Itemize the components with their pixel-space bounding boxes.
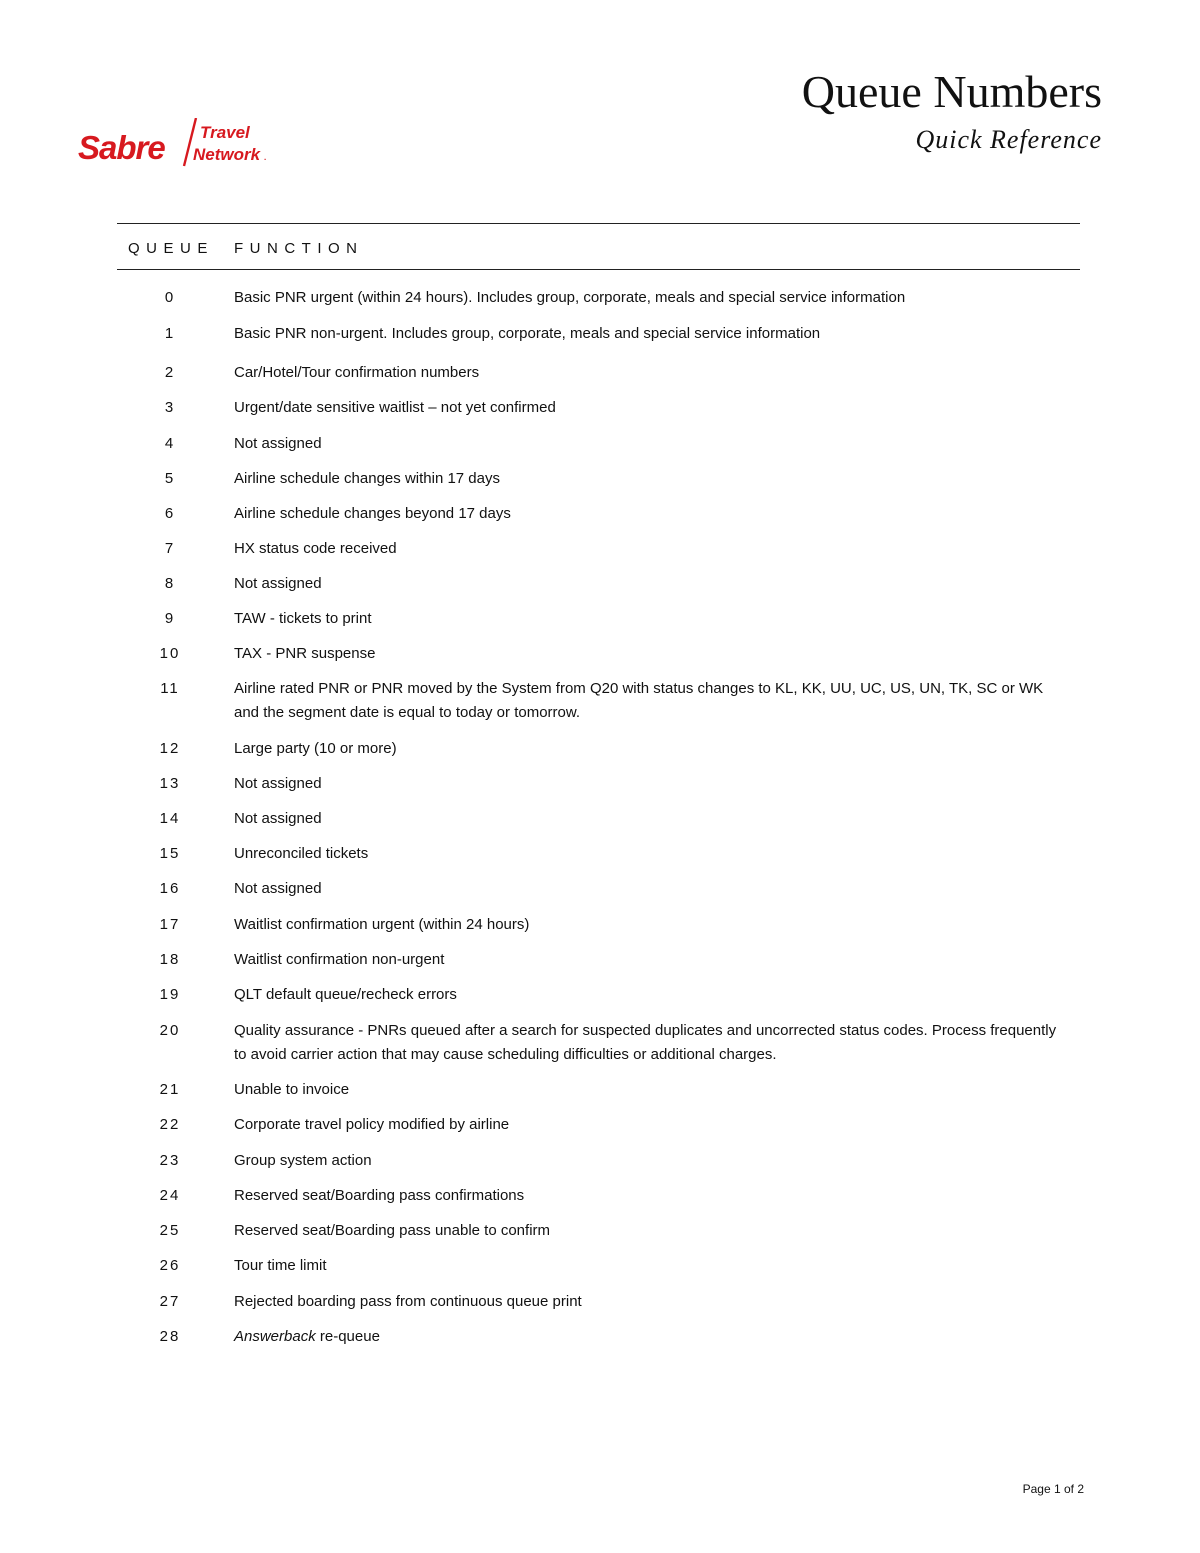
svg-text:Sabre: Sabre: [78, 129, 165, 166]
queue-number: 18: [159, 951, 181, 968]
queue-number: 16: [159, 880, 181, 897]
queue-number: 12: [159, 740, 181, 757]
queue-number: 14: [159, 810, 181, 827]
queue-number: 28: [159, 1328, 181, 1345]
queue-function: Large party (10 or more): [234, 740, 397, 757]
queue-function: TAX - PNR suspense: [234, 645, 376, 662]
queue-function: Not assigned: [234, 435, 322, 452]
queue-function: TAW - tickets to print: [234, 610, 372, 627]
page-number: Page 1 of 2: [1022, 1482, 1084, 1496]
queue-number: 24: [159, 1187, 181, 1204]
queue-function: QLT default queue/recheck errors: [234, 986, 457, 1003]
table-header-rule: [117, 269, 1080, 270]
svg-text:.: .: [264, 153, 267, 162]
queue-number: 23: [159, 1152, 181, 1169]
queue-function: [234, 1325, 1064, 1349]
queue-number: 15: [159, 845, 181, 862]
queue-number: 1: [164, 325, 176, 342]
queue-function: Unreconciled tickets: [234, 845, 369, 862]
queue-function: Rejected boarding pass from continuous queue print: [234, 1293, 582, 1310]
queue-number: 3: [164, 399, 176, 416]
queue-number: 5: [164, 470, 176, 487]
queue-function: Not assigned: [234, 810, 322, 827]
queue-function: HX status code received: [234, 540, 397, 557]
queue-function-text: re-queue: [315, 1328, 380, 1345]
queue-number: 8: [164, 575, 176, 592]
queue-number: 20: [159, 1022, 181, 1039]
queue-function: Airline schedule changes within 17 days: [234, 470, 500, 487]
queue-function: Group system action: [234, 1152, 372, 1169]
queue-number: 9: [164, 610, 176, 627]
queue-function: Basic PNR urgent (within 24 hours). Includes group, corporate, meals and special service information: [234, 289, 906, 306]
queue-function: Airline schedule changes beyond 17 days: [234, 505, 511, 522]
queue-number: 21: [159, 1081, 181, 1098]
queue-function: Corporate travel policy modified by airline: [234, 1116, 510, 1133]
queue-function: Not assigned: [234, 880, 322, 897]
queue-number: 27: [159, 1293, 181, 1310]
queue-function: Reserved seat/Boarding pass unable to confirm: [234, 1222, 551, 1239]
document-title: Queue Numbers: [801, 66, 1102, 117]
svg-text:Network: Network: [193, 145, 261, 164]
queue-function: Waitlist confirmation urgent (within 24 hours): [234, 916, 530, 933]
queue-function: Not assigned: [234, 775, 322, 792]
column-header-function: FUNCTION: [234, 240, 364, 257]
queue-number: 4: [164, 435, 176, 452]
queue-number: 10: [159, 645, 181, 662]
queue-function-italic: Answerback: [234, 1328, 316, 1345]
queue-number: 7: [164, 540, 176, 557]
queue-function: Car/Hotel/Tour confirmation numbers: [234, 364, 480, 381]
queue-function: Quality assurance - PNRs queued after a search for suspected duplicates and uncorrected status codes. Process frequently to avoid carrier action that may cause scheduling difficulties or additional charges.: [234, 1022, 1057, 1063]
table-top-rule: [117, 223, 1080, 224]
queue-number: 17: [159, 916, 181, 933]
queue-function: Waitlist confirmation non-urgent: [234, 951, 445, 968]
logo-tagline: [193, 123, 266, 164]
queue-number: 6: [164, 505, 176, 522]
queue-number: 11: [160, 680, 180, 697]
queue-number: 22: [159, 1116, 181, 1133]
svg-text:Travel: Travel: [200, 123, 250, 142]
logo-wordmark: [78, 129, 165, 166]
document-subtitle: Quick Reference: [915, 125, 1102, 154]
column-header-queue: QUEUE: [128, 240, 214, 257]
queue-number: 19: [159, 986, 181, 1003]
queue-number: 13: [159, 775, 181, 792]
queue-function: Airline rated PNR or PNR moved by the System from Q20 with status changes to KL, KK, UU, UC, US, UN, TK, SC or WK and the segment date is equal to today or tomorrow.: [234, 680, 1044, 721]
queue-function: Urgent/date sensitive waitlist – not yet confirmed: [234, 399, 556, 416]
sabre-travel-network-logo: [78, 118, 278, 170]
queue-number: 2: [164, 364, 176, 381]
queue-function: Reserved seat/Boarding pass confirmations: [234, 1187, 525, 1204]
queue-number: 26: [159, 1257, 181, 1274]
queue-function: Not assigned: [234, 575, 322, 592]
queue-number: 0: [164, 289, 176, 306]
queue-function: Basic PNR non-urgent. Includes group, corporate, meals and special service information: [234, 325, 821, 342]
queue-number: 25: [159, 1222, 181, 1239]
queue-function: Tour time limit: [234, 1257, 327, 1274]
queue-function: Unable to invoice: [234, 1081, 350, 1098]
